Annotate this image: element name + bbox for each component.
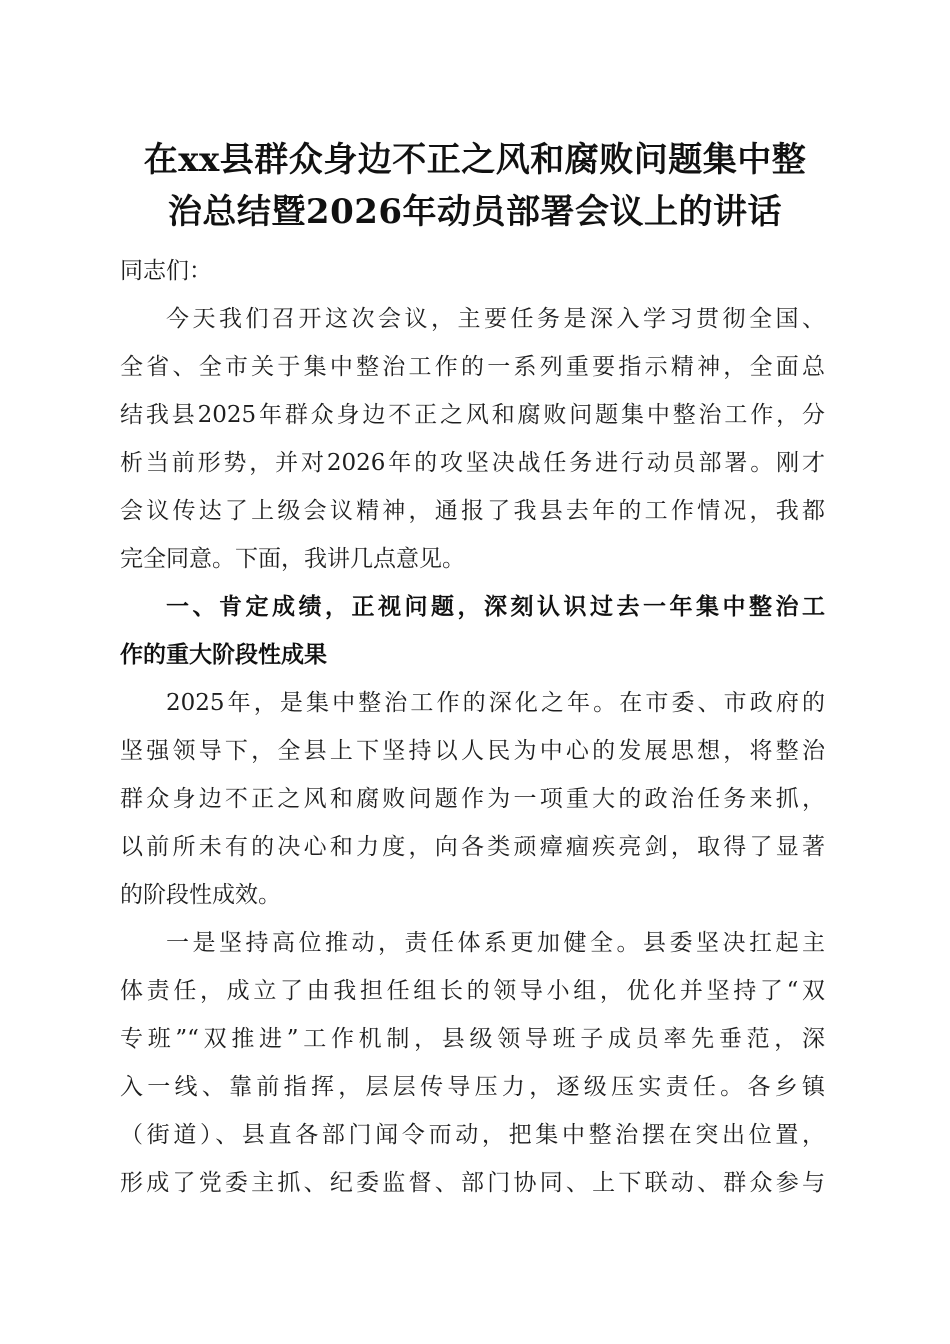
paragraph-line: 析当前形势，并对2026年的攻坚决战任务进行动员部署。刚才: [120, 450, 825, 476]
paragraph-line: 一是坚持高位推动，责任体系更加健全。县委坚决扛起主: [166, 930, 825, 956]
title-line-1: 在xx县群众身边不正之风和腐败问题集中整: [143, 140, 807, 180]
paragraph-line: 坚强领导下，全县上下坚持以人民为中心的发展思想，将整治: [120, 738, 825, 764]
salutation: 同志们：: [120, 258, 212, 284]
paragraph-line: （街道）、县直各部门闻令而动，把集中整治摆在突出位置，: [120, 1122, 825, 1148]
section-1-paragraph: [120, 679, 825, 919]
paragraph-line: 完全同意。下面，我讲几点意见。: [120, 546, 465, 572]
title-line-2: 治总结暨2026年动员部署会议上的讲话: [167, 192, 783, 232]
paragraph-line: 结我县2025年群众身边不正之风和腐败问题集中整治工作，分: [120, 402, 825, 428]
paragraph-line: 的阶段性成效。: [120, 882, 281, 908]
document-title: [100, 134, 850, 238]
document-body: [120, 247, 825, 1207]
paragraph-line: 会议传达了上级会议精神，通报了我县去年的工作情况，我都: [120, 498, 825, 524]
paragraph-line: 全省、全市关于集中整治工作的一系列重要指示精神，全面总: [120, 354, 825, 380]
paragraph-line: 专班”“双推进”工作机制，县级领导班子成员率先垂范，深: [120, 1026, 825, 1052]
paragraph-line: 2025年，是集中整治工作的深化之年。在市委、市政府的: [166, 690, 825, 716]
paragraph-line: 以前所未有的决心和力度，向各类顽瘴痼疾亮剑，取得了显著: [120, 834, 825, 860]
heading-line-2: 作的重大阶段性成果: [120, 642, 327, 668]
section-1-heading: [120, 583, 825, 679]
point-1-paragraph: [120, 919, 825, 1207]
paragraph-line: 今天我们召开这次会议，主要任务是深入学习贯彻全国、: [166, 306, 825, 332]
paragraph-line: 群众身边不正之风和腐败问题作为一项重大的政治任务来抓，: [120, 786, 825, 812]
heading-line-1: 一、肯定成绩，正视问题，深刻认识过去一年集中整治工: [166, 594, 825, 620]
opening-paragraph: [120, 295, 825, 583]
paragraph-line: 形成了党委主抓、纪委监督、部门协同、上下联动、群众参与: [120, 1170, 825, 1196]
paragraph-line: 入一线、靠前指挥，层层传导压力，逐级压实责任。各乡镇: [120, 1074, 825, 1100]
paragraph-line: 体责任，成立了由我担任组长的领导小组，优化并坚持了“双: [120, 978, 825, 1004]
